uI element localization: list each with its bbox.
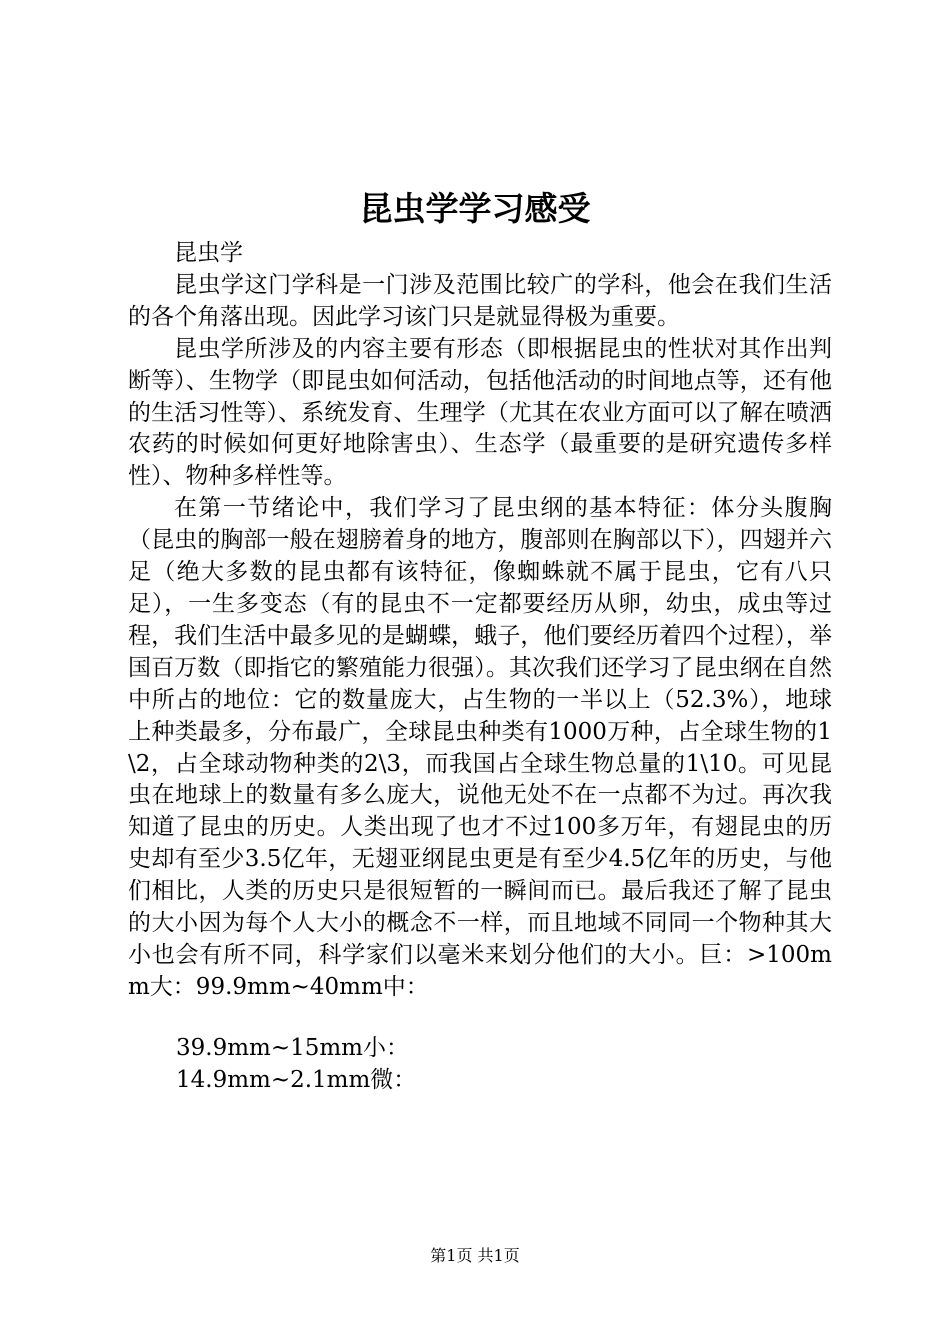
paragraph-intro: 昆虫学这门学科是一门涉及范围比较广的学科，他会在我们生活的各个角落出现。因此学习该门只是就显得极为重要。: [128, 271, 832, 330]
paragraph-scope: 昆虫学所涉及的内容主要有形态（即根据昆虫的性状对其作出判断等）、生物学（即昆虫如何活动，包括他活动的时间地点等，还有他的生活习性等）、系统发育、生理学（尤其在农业方面可以了解在喷洒农药的时候如何更好地除害虫）、生态学（最重要的是研究遗传多样性）、物种多样性等。: [128, 335, 832, 490]
paragraph-introduction-chapter: 在第一节绪论中，我们学习了昆虫纲的基本特征：体分头腹胸（昆虫的胸部一般在翅膀着身的地方，腹部则在胸部以下），四翅并六足（绝大多数的昆虫都有该特征，像蜘蛛就不属于昆虫，它有八只足），一生多变态（有的昆虫不一定都要经历从卵，幼虫，成虫等过程，我们生活中最多见的是蝴蝶，蛾子，他们要经历着四个过程），举国百万数（即指它的繁殖能力很强）。其次我们还学习了昆虫纲在自然中所占的地位：它的数量庞大，占生物的一半以上（52.3%），地球上种类最多，分布最广，全球昆虫种类有1000万种，占全球生物的1\2，占全球动物种类的2\3，而我国占全球生物总量的1\10。可见昆虫在地球上的数量有多么庞大，说他无处不在一点都不为过。再次我知道了昆虫的历史。人类出现了也才不过100多万年，有翅昆虫的历史却有至少3.5亿年，无翅亚纲昆虫更是有至少4.5亿年的历史，与他们相比，人类的历史只是很短暂的一瞬间而已。最后我还了解了昆虫的大小因为每个人大小的概念不一样，而且地域不同同一个物种其大小也会有所不同，科学家们以毫米来划分他们的大小。巨：>100mm大：99.9mm~40mm中：: [128, 495, 832, 1000]
paragraph-heading: 昆虫学: [174, 240, 243, 266]
size-line-tiny: 14.9mm~2.1mm微：: [176, 1066, 417, 1093]
document-body: [128, 238, 832, 1004]
size-line-small: 39.9mm~15mm小：: [176, 1035, 409, 1061]
page-footer: 第1页 共1页: [430, 1246, 520, 1265]
size-classification-list: [176, 1033, 416, 1097]
page-title: 昆虫学学习感受: [359, 189, 591, 228]
